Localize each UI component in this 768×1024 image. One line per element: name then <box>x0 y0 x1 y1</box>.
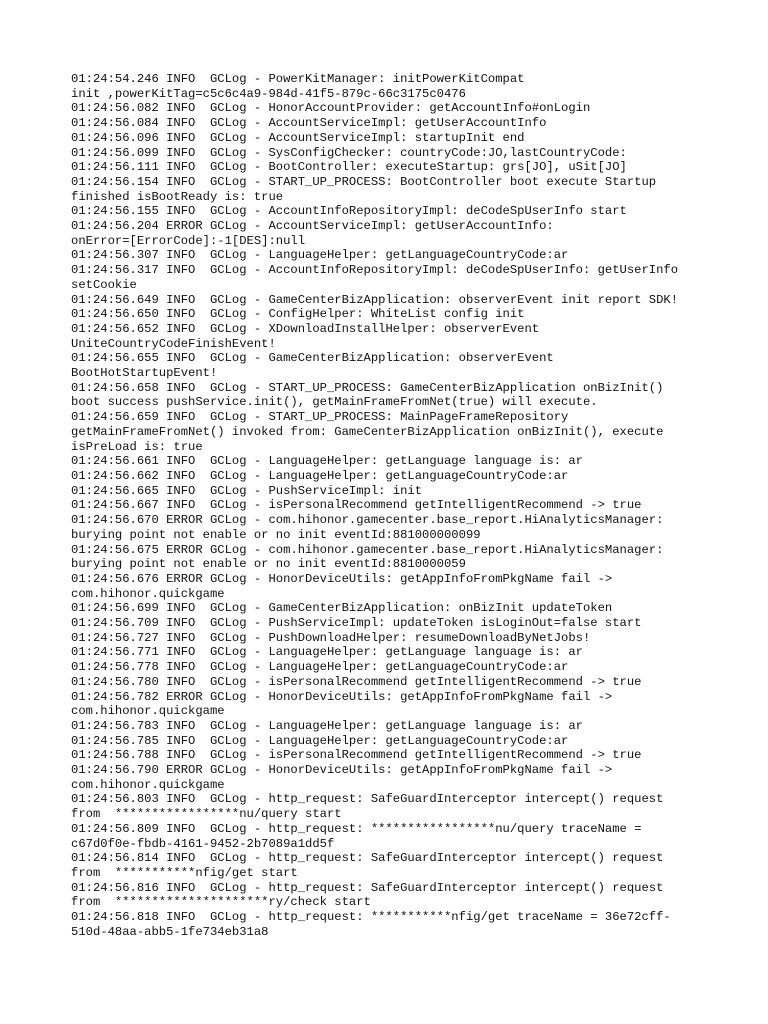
log-line: 01:24:56.099 INFO GCLog - SysConfigChecker: countryCode:JO,lastCountryCode: <box>71 145 627 160</box>
log-line: 01:24:56.111 INFO GCLog - BootController: executeStartup: grs[JO], uSit[JO] <box>71 160 627 175</box>
log-line: 01:24:56.676 ERROR GCLog - HonorDeviceUtils: getAppInfoFromPkgName fail -> <box>71 571 613 586</box>
log-line: 01:24:56.649 INFO GCLog - GameCenterBizApplication: observerEvent init report SDK! <box>71 292 679 307</box>
log-line: 01:24:56.650 INFO GCLog - ConfigHelper: WhiteList config init <box>71 307 525 322</box>
log-line: 01:24:56.803 INFO GCLog - http_request: SafeGuardInterceptor intercept() request <box>71 792 664 807</box>
log-line: 01:24:56.082 INFO GCLog - HonorAccountProvider: getAccountInfo#onLogin <box>71 101 591 116</box>
log-line: 01:24:56.154 INFO GCLog - START_UP_PROCESS: BootController boot execute Startup <box>71 174 657 189</box>
log-line: from *********************ry/check start <box>71 895 371 910</box>
log-line: 01:24:56.317 INFO GCLog - AccountInfoRepositoryImpl: deCodeSpUserInfo: getUserInfo <box>71 263 679 278</box>
log-line: init ,powerKitTag=c5c6c4a9-984d-41f5-879c-66c3175c0476 <box>71 86 466 101</box>
log-line: 01:24:56.659 INFO GCLog - START_UP_PROCESS: MainPageFrameRepository <box>71 410 569 425</box>
log-line: com.hihonor.quickgame <box>71 704 225 719</box>
log-line: 01:24:56.785 INFO GCLog - LanguageHelper: getLanguageCountryCode:ar <box>71 733 569 748</box>
log-line: from ***********nfig/get start <box>71 865 298 880</box>
log-line: 01:24:56.670 ERROR GCLog - com.hihonor.gamecenter.base_report.HiAnalyticsManager: <box>71 513 664 528</box>
log-line: com.hihonor.quickgame <box>71 586 225 601</box>
log-line: 01:24:56.780 INFO GCLog - isPersonalRecommend getIntelligentRecommend -> true <box>71 674 642 689</box>
log-line: 01:24:56.814 INFO GCLog - http_request: SafeGuardInterceptor intercept() request <box>71 851 664 866</box>
log-line: getMainFrameFromNet() invoked from: GameCenterBizApplication onBizInit(), execute <box>71 424 664 439</box>
log-line: com.hihonor.quickgame <box>71 777 225 792</box>
log-line: setCookie <box>71 277 137 292</box>
log-line: c67d0f0e-fbdb-4161-9452-2b7089a1dd5f <box>71 836 335 851</box>
log-line: 01:24:56.771 INFO GCLog - LanguageHelper: getLanguage language is: ar <box>71 645 583 660</box>
log-line: 01:24:56.809 INFO GCLog - http_request: *****************nu/query traceName = <box>71 821 642 836</box>
log-line: BootHotStartupEvent! <box>71 366 218 381</box>
log-line: 01:24:56.204 ERROR GCLog - AccountServiceImpl: getUserAccountInfo: <box>71 219 554 234</box>
log-line: 01:24:56.096 INFO GCLog - AccountServiceImpl: startupInit end <box>71 130 525 145</box>
log-line: burying point not enable or no init eventId:8810000059 <box>71 557 466 572</box>
log-line: 01:24:56.652 INFO GCLog - XDownloadInstallHelper: observerEvent <box>71 321 540 336</box>
log-line: 01:24:56.658 INFO GCLog - START_UP_PROCESS: GameCenterBizApplication onBizInit() <box>71 380 664 395</box>
log-line: 01:24:56.778 INFO GCLog - LanguageHelper: getLanguageCountryCode:ar <box>71 660 569 675</box>
log-line: 01:24:56.816 INFO GCLog - http_request: SafeGuardInterceptor intercept() request <box>71 880 664 895</box>
log-line: burying point not enable or no init eventId:881000000099 <box>71 527 481 542</box>
log-line: boot success pushService.init(), getMainFrameFromNet(true) will execute. <box>71 395 598 410</box>
log-line: 01:24:56.661 INFO GCLog - LanguageHelper: getLanguage language is: ar <box>71 454 583 469</box>
log-line: 01:24:56.790 ERROR GCLog - HonorDeviceUtils: getAppInfoFromPkgName fail -> <box>71 763 613 778</box>
log-line: 01:24:56.709 INFO GCLog - PushServiceImpl: updateToken isLoginOut=false start <box>71 616 642 631</box>
log-line: 01:24:56.155 INFO GCLog - AccountInfoRepositoryImpl: deCodeSpUserInfo start <box>71 204 627 219</box>
log-line: 01:24:56.788 INFO GCLog - isPersonalRecommend getIntelligentRecommend -> true <box>71 748 642 763</box>
log-line: 01:24:56.727 INFO GCLog - PushDownloadHelper: resumeDownloadByNetJobs! <box>71 630 591 645</box>
log-line: 01:24:56.675 ERROR GCLog - com.hihonor.gamecenter.base_report.HiAnalyticsManager: <box>71 542 664 557</box>
log-line: isPreLoad is: true <box>71 439 203 454</box>
log-text <box>71 72 728 939</box>
log-line: 01:24:56.667 INFO GCLog - isPersonalRecommend getIntelligentRecommend -> true <box>71 498 642 513</box>
log-line: from *****************nu/query start <box>71 807 342 822</box>
log-line: 01:24:56.084 INFO GCLog - AccountServiceImpl: getUserAccountInfo <box>71 116 547 131</box>
log-line: 510d-48aa-abb5-1fe734eb31a8 <box>71 924 269 939</box>
log-line: 01:24:56.662 INFO GCLog - LanguageHelper: getLanguageCountryCode:ar <box>71 468 569 483</box>
log-line: 01:24:54.246 INFO GCLog - PowerKitManager: initPowerKitCompat <box>71 72 525 86</box>
log-line: 01:24:56.783 INFO GCLog - LanguageHelper: getLanguage language is: ar <box>71 718 583 733</box>
log-line: onError=[ErrorCode]:-1[DES]:null <box>71 233 306 248</box>
log-line: 01:24:56.665 INFO GCLog - PushServiceImpl: init <box>71 483 423 498</box>
log-line: 01:24:56.699 INFO GCLog - GameCenterBizApplication: onBizInit updateToken <box>71 601 613 616</box>
log-line: 01:24:56.782 ERROR GCLog - HonorDeviceUtils: getAppInfoFromPkgName fail -> <box>71 689 613 704</box>
log-line: 01:24:56.307 INFO GCLog - LanguageHelper: getLanguageCountryCode:ar <box>71 248 569 263</box>
log-line: finished isBootReady is: true <box>71 189 284 204</box>
log-line: 01:24:56.655 INFO GCLog - GameCenterBizApplication: observerEvent <box>71 351 554 366</box>
log-line: UniteCountryCodeFinishEvent! <box>71 336 276 351</box>
log-line: 01:24:56.818 INFO GCLog - http_request: ***********nfig/get traceName = 36e72cff- <box>71 910 671 925</box>
